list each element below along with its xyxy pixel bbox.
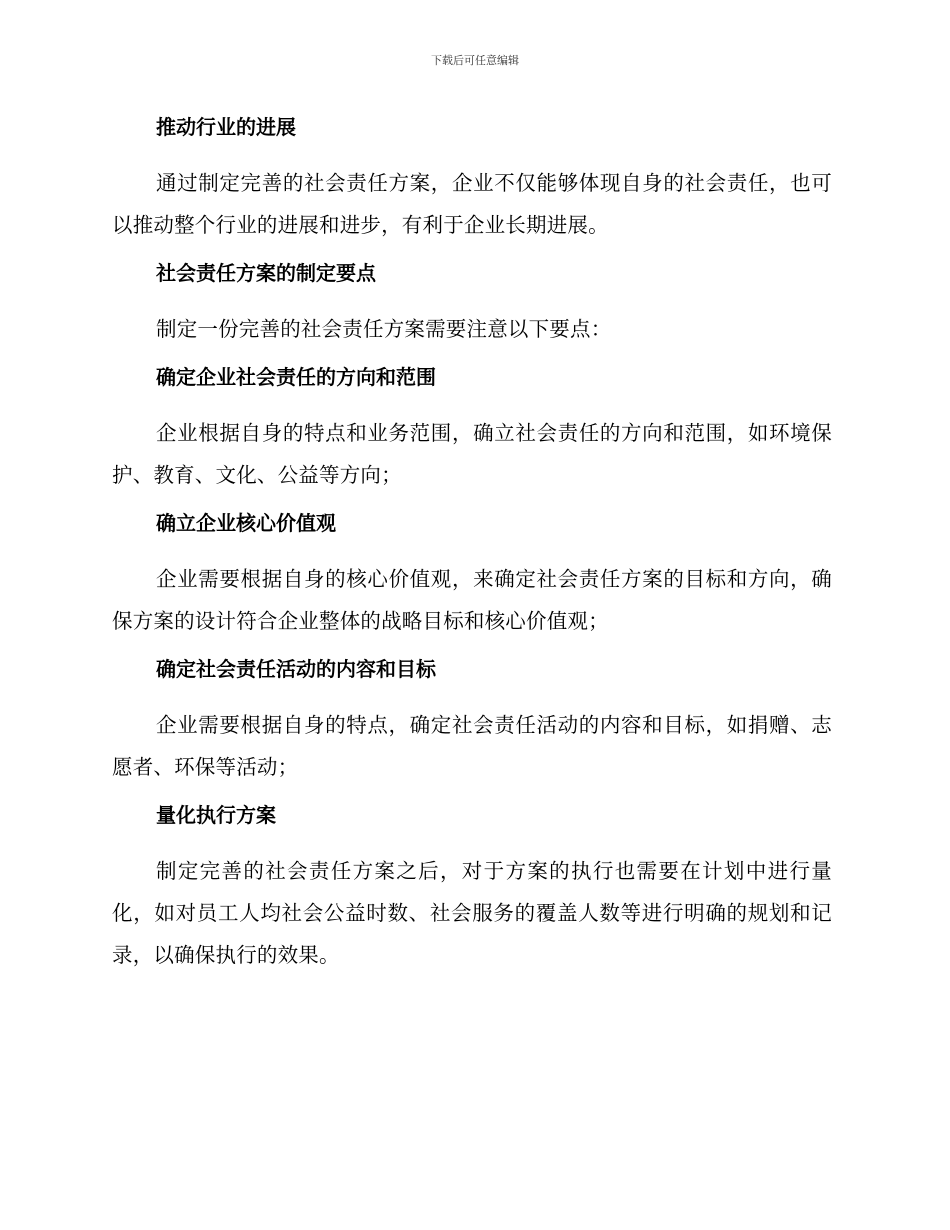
section-paragraph: 通过制定完善的社会责任方案，企业不仅能够体现自身的社会责任，也可以推动整个行业的进展和进步，有利于企业长期进展。: [112, 171, 832, 237]
section-heading: 确定社会责任活动的内容和目标: [156, 657, 436, 681]
section-paragraph: 制定一份完善的社会责任方案需要注意以下要点：: [156, 317, 612, 341]
section-paragraph: 企业需要根据自身的核心价值观，来确定社会责任方案的目标和方向，确保方案的设计符合企业整体的战略目标和核心价值观；: [112, 567, 832, 633]
section-paragraph: 制定完善的社会责任方案之后，对于方案的执行也需要在计划中进行量化，如对员工人均社会公益时数、社会服务的覆盖人数等进行明确的规划和记录，以确保执行的效果。: [112, 859, 832, 967]
section-heading: 确立企业核心价值观: [156, 511, 336, 535]
section-paragraph: 企业需要根据自身的特点，确定社会责任活动的内容和目标，如捐赠、志愿者、环保等活动；: [112, 713, 832, 779]
section-heading: 推动行业的进展: [156, 115, 296, 139]
header-note: 下载后可任意编辑: [431, 54, 519, 67]
section-heading: 量化执行方案: [156, 803, 276, 827]
document-body: [112, 110, 832, 986]
section-heading: 确定企业社会责任的方向和范围: [156, 365, 436, 389]
section-paragraph: 企业根据自身的特点和业务范围，确立社会责任的方向和范围，如环境保护、教育、文化、公益等方向；: [112, 421, 832, 487]
section-heading: 社会责任方案的制定要点: [156, 261, 376, 285]
